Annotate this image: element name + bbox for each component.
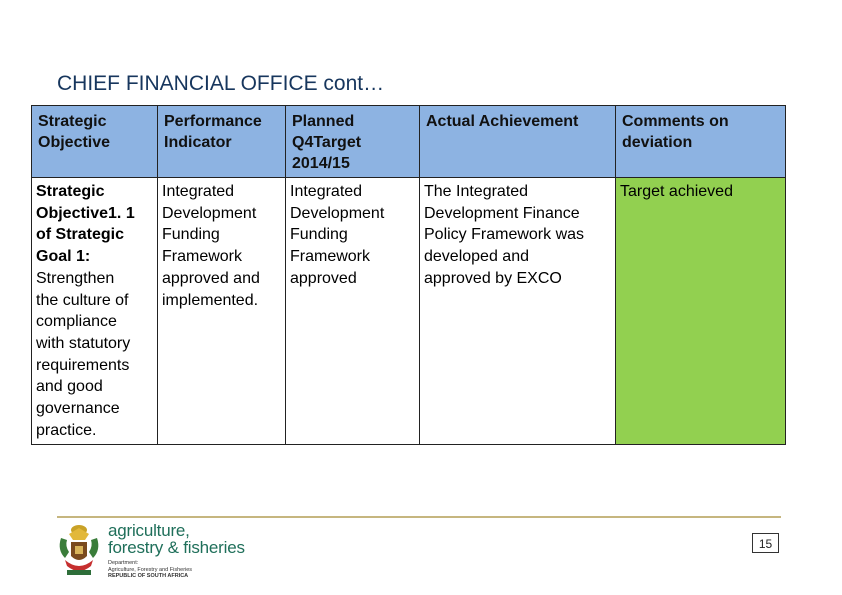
performance-table	[31, 105, 786, 445]
header-performance-indicator: Performance Indicator	[158, 106, 286, 178]
cell-strategic-objective: Strategic Objective1. 1 of Strategic Goal 1: Strengthen the culture of compliance with statutory requirements and good governance practice.	[32, 178, 158, 445]
logo-subtitle: Department: Agriculture, Forestry and Fisheries REPUBLIC OF SOUTH AFRICA	[108, 560, 193, 579]
header-strategic-objective: Strategic Objective	[32, 106, 158, 178]
table-row	[32, 178, 786, 445]
page-number: 15	[752, 533, 779, 553]
header-comments: Comments on deviation	[616, 106, 786, 178]
coat-of-arms-icon	[55, 522, 103, 582]
header-planned-target: Planned Q4Target 2014/15	[286, 106, 420, 178]
cell-performance-indicator: Integrated Development Funding Framework approved and implemented.	[158, 178, 286, 445]
logo-line-1: agriculture,	[108, 521, 190, 540]
logo-line-2: forestry & fisheries	[108, 538, 245, 557]
page-title: CHIEF FINANCIAL OFFICE cont…	[57, 72, 385, 95]
cell-comments: Target achieved	[616, 178, 786, 445]
cell-actual-achievement: The Integrated Development Finance Policy Framework was developed and approved by EXCO	[420, 178, 616, 445]
cell-planned-target: Integrated Development Funding Framework approved	[286, 178, 420, 445]
footer-divider	[57, 516, 781, 518]
table-header-row	[32, 106, 786, 178]
header-actual-achievement: Actual Achievement	[420, 106, 616, 178]
department-logo	[55, 522, 245, 584]
